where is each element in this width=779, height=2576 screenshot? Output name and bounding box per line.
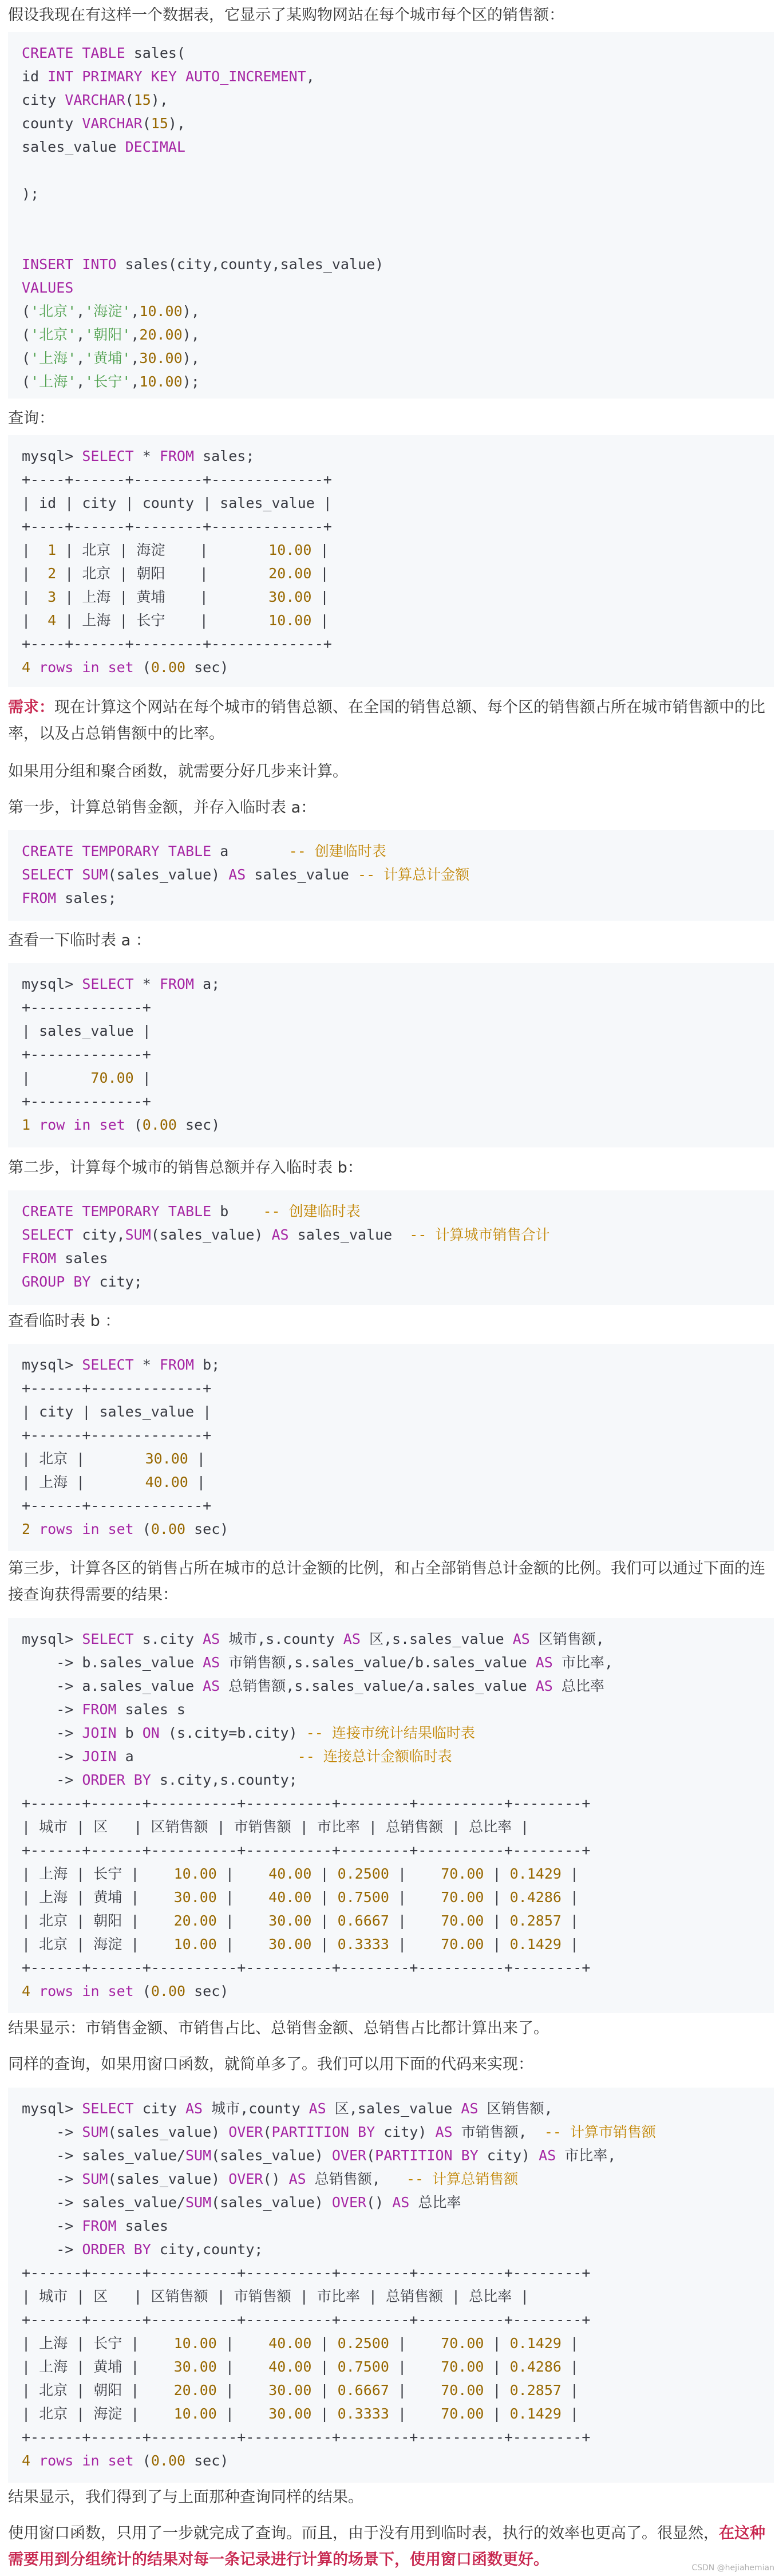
code-line: | 北京 | 朝阳 | 20.00 | 30.00 | 0.6667 | 70.00 | 0.2857 | <box>22 1912 579 1929</box>
code-line: +-------------+ <box>22 999 151 1016</box>
code-line: +------+------+----------+----------+--------+----------+--------+ <box>22 1959 591 1976</box>
code-line: ('北京','海淀',10.00), <box>22 303 200 319</box>
code-line: county VARCHAR(15), <box>22 115 185 132</box>
code-line: | 城市 | 区 | 区销售额 | 市销售额 | 市比率 | 总销售额 | 总比率 | <box>22 2288 529 2305</box>
code-line: SELECT city,SUM(sales_value) AS sales_value -- 计算城市销售合计 <box>22 1226 550 1243</box>
code-line: 4 rows in set (0.00 sec) <box>22 659 229 676</box>
code-line: | 上海 | 长宁 | 10.00 | 40.00 | 0.2500 | 70.00 | 0.1429 | <box>22 1865 579 1882</box>
code-line: mysql> SELECT s.city AS 城市,s.county AS 区,s.sales_value AS 区销售额, <box>22 1631 604 1647</box>
code-line: +------+------+----------+----------+--------+----------+--------+ <box>22 1842 591 1859</box>
query-label: 查询： <box>8 409 54 427</box>
code-line: | 北京 | 30.00 | <box>22 1450 205 1467</box>
step1-paragraph: 第一步，计算总销售金额，并存入临时表 a： <box>8 799 317 816</box>
code-line: | 上海 | 40.00 | <box>22 1474 205 1490</box>
code-line: +------+------+----------+----------+--------+----------+--------+ <box>22 2265 591 2281</box>
code-line: +----+------+--------+-------------+ <box>22 518 332 535</box>
result1-paragraph: 结果显示：市销售金额、市销售占比、总销售金额、总销售占比都计算出来了。 <box>8 2019 549 2037</box>
group-intro-paragraph: 如果用分组和聚合函数，就需要分好几步来计算。 <box>8 763 348 780</box>
code-line: -> b.sales_value AS 市销售额,s.sales_value/b.sales_value AS 市比率, <box>22 1654 613 1671</box>
code-line: | 70.00 | <box>22 1070 151 1086</box>
code-line: -> FROM sales s <box>22 1701 185 1718</box>
code-line: 2 rows in set (0.00 sec) <box>22 1521 229 1537</box>
code-line: id INT PRIMARY KEY AUTO_INCREMENT, <box>22 68 315 85</box>
code-line: | 城市 | 区 | 区销售额 | 市销售额 | 市比率 | 总销售额 | 总比率 | <box>22 1818 529 1835</box>
code-line: CREATE TEMPORARY TABLE a -- 创建临时表 <box>22 843 386 859</box>
step2-paragraph: 第二步，计算每个城市的销售总额并存入临时表 b： <box>8 1159 363 1177</box>
code-block-step2 <box>8 1190 774 1305</box>
code-line: mysql> SELECT * FROM b; <box>22 1356 220 1373</box>
code-line <box>22 159 760 182</box>
code-line: | 上海 | 黄埔 | 30.00 | 40.00 | 0.7500 | 70.00 | 0.4286 | <box>22 2358 579 2375</box>
code-line: -> JOIN a -- 连接总计金额临时表 <box>22 1748 452 1765</box>
code-line: +------+------+----------+----------+--------+----------+--------+ <box>22 2429 591 2445</box>
code-line: 4 rows in set (0.00 sec) <box>22 1983 229 1999</box>
code-line: | 上海 | 黄埔 | 30.00 | 40.00 | 0.7500 | 70.00 | 0.4286 | <box>22 1889 579 1906</box>
result2-paragraph: 结果显示，我们得到了与上面那种查询同样的结果。 <box>8 2488 363 2506</box>
code-line: VALUES <box>22 279 74 296</box>
conclusion-paragraph <box>8 2520 769 2573</box>
watermark: CSDN @hejiahemian <box>691 2563 774 2573</box>
code-line: | 4 | 上海 | 长宁 | 10.00 | <box>22 612 329 629</box>
code-line: | 北京 | 朝阳 | 20.00 | 30.00 | 0.6667 | 70.00 | 0.2857 | <box>22 2382 579 2399</box>
view-a-paragraph: 查看一下临时表 a ： <box>8 932 151 949</box>
code-line: -> a.sales_value AS 总销售额,s.sales_value/a.sales_value AS 总比率 <box>22 1678 604 1694</box>
requirement-paragraph <box>8 695 769 747</box>
code-line: ('上海','长宁',10.00); <box>22 373 200 390</box>
step3-paragraph: 第三步，计算各区的销售占所在城市的总计金额的比例，和占全部销售总计金额的比例。我们可以通过下面的连接查询获得需要的结果： <box>8 1560 765 1604</box>
conclusion-emphasis: 在这种需要用到分组统计的结果对每一条记录进行计算的场景下，使用窗口函数更好。 <box>8 2524 765 2569</box>
code-line: | 上海 | 长宁 | 10.00 | 40.00 | 0.2500 | 70.00 | 0.1429 | <box>22 2335 579 2352</box>
code-block-select-sales <box>8 435 774 687</box>
code-line: GROUP BY city; <box>22 1273 143 1290</box>
code-block-step1 <box>8 830 774 921</box>
code-line: +------+-------------+ <box>22 1380 212 1397</box>
code-line: | 北京 | 海淀 | 10.00 | 30.00 | 0.3333 | 70.00 | 0.1429 | <box>22 2405 579 2422</box>
requirement-text: 现在计算这个网站在每个城市的销售总额、在全国的销售总额、每个区的销售额占所在城市销售额中的比率，以及占总销售额中的比率。 <box>8 699 765 743</box>
code-line: +-------------+ <box>22 1046 151 1063</box>
code-line: FROM sales <box>22 1250 108 1267</box>
code-line: | 2 | 北京 | 朝阳 | 20.00 | <box>22 565 329 582</box>
intro-paragraph: 假设我现在有这样一个数据表，它显示了某购物网站在每个城市每个区的销售额： <box>8 6 564 24</box>
code-line <box>22 229 760 253</box>
code-line: | id | city | county | sales_value | <box>22 495 332 511</box>
code-block-step3 <box>8 1618 774 2013</box>
code-line: +------+-------------+ <box>22 1427 212 1443</box>
code-line: -> FROM sales <box>22 2218 168 2234</box>
code-line: +------+-------------+ <box>22 1497 212 1514</box>
code-line: 4 rows in set (0.00 sec) <box>22 2452 229 2469</box>
code-line: -> SUM(sales_value) OVER(PARTITION BY city) AS 市销售额, -- 计算市销售额 <box>22 2124 656 2140</box>
code-line: +----+------+--------+-------------+ <box>22 636 332 652</box>
code-line: | sales_value | <box>22 1023 151 1039</box>
window-intro-paragraph: 同样的查询，如果用窗口函数，就简单多了。我们可以用下面的代码来实现： <box>8 2056 533 2073</box>
code-line: | 北京 | 海淀 | 10.00 | 30.00 | 0.3333 | 70.00 | 0.1429 | <box>22 1936 579 1952</box>
code-line: -> SUM(sales_value) OVER() AS 总销售额, -- 计算总销售额 <box>22 2171 519 2187</box>
code-line: CREATE TEMPORARY TABLE b -- 创建临时表 <box>22 1203 361 1220</box>
code-line: 1 row in set (0.00 sec) <box>22 1117 220 1133</box>
code-line: SELECT SUM(sales_value) AS sales_value -- 计算总计金额 <box>22 866 470 883</box>
code-line: FROM sales; <box>22 890 117 906</box>
code-line: +-------------+ <box>22 1093 151 1110</box>
code-line: -> ORDER BY city,county; <box>22 2241 263 2258</box>
code-block-view-a <box>8 963 774 1147</box>
code-line: city VARCHAR(15), <box>22 92 168 108</box>
conclusion-text: 使用窗口函数，只用了一步就完成了查询。而且，由于没有用到临时表，执行的效率也更高了。很显然， <box>8 2524 719 2542</box>
code-line: | 3 | 上海 | 黄埔 | 30.00 | <box>22 589 329 605</box>
code-line: INSERT INTO sales(city,county,sales_value) <box>22 256 384 273</box>
requirement-label: 需求： <box>8 699 54 716</box>
code-line: | 1 | 北京 | 海淀 | 10.00 | <box>22 542 329 558</box>
code-line: mysql> SELECT * FROM a; <box>22 976 220 992</box>
code-block-create-table <box>8 32 774 399</box>
code-line: ('上海','黄埔',30.00), <box>22 350 200 366</box>
code-line: mysql> SELECT * FROM sales; <box>22 448 255 464</box>
view-b-paragraph: 查看临时表 b ： <box>8 1312 121 1330</box>
code-line: -> ORDER BY s.city,s.county; <box>22 1772 298 1788</box>
code-line: +------+------+----------+----------+--------+----------+--------+ <box>22 1795 591 1812</box>
code-line: -> sales_value/SUM(sales_value) OVER(PARTITION BY city) AS 市比率, <box>22 2147 616 2164</box>
code-line: sales_value DECIMAL <box>22 139 185 155</box>
code-block-view-b <box>8 1344 774 1551</box>
code-line: -> sales_value/SUM(sales_value) OVER() AS 总比率 <box>22 2194 461 2211</box>
code-line: ('北京','朝阳',20.00), <box>22 326 200 343</box>
code-block-window-function <box>8 2088 774 2483</box>
code-line: mysql> SELECT city AS 城市,county AS 区,sales_value AS 区销售额, <box>22 2100 553 2117</box>
code-line <box>22 206 760 229</box>
code-line: +------+------+----------+----------+--------+----------+--------+ <box>22 2311 591 2328</box>
code-line: +----+------+--------+-------------+ <box>22 471 332 488</box>
code-line: ); <box>22 186 39 202</box>
code-line: | city | sales_value | <box>22 1403 212 1420</box>
code-line: CREATE TABLE sales( <box>22 45 185 61</box>
code-line: -> JOIN b ON (s.city=b.city) -- 连接市统计结果临时表 <box>22 1725 475 1741</box>
